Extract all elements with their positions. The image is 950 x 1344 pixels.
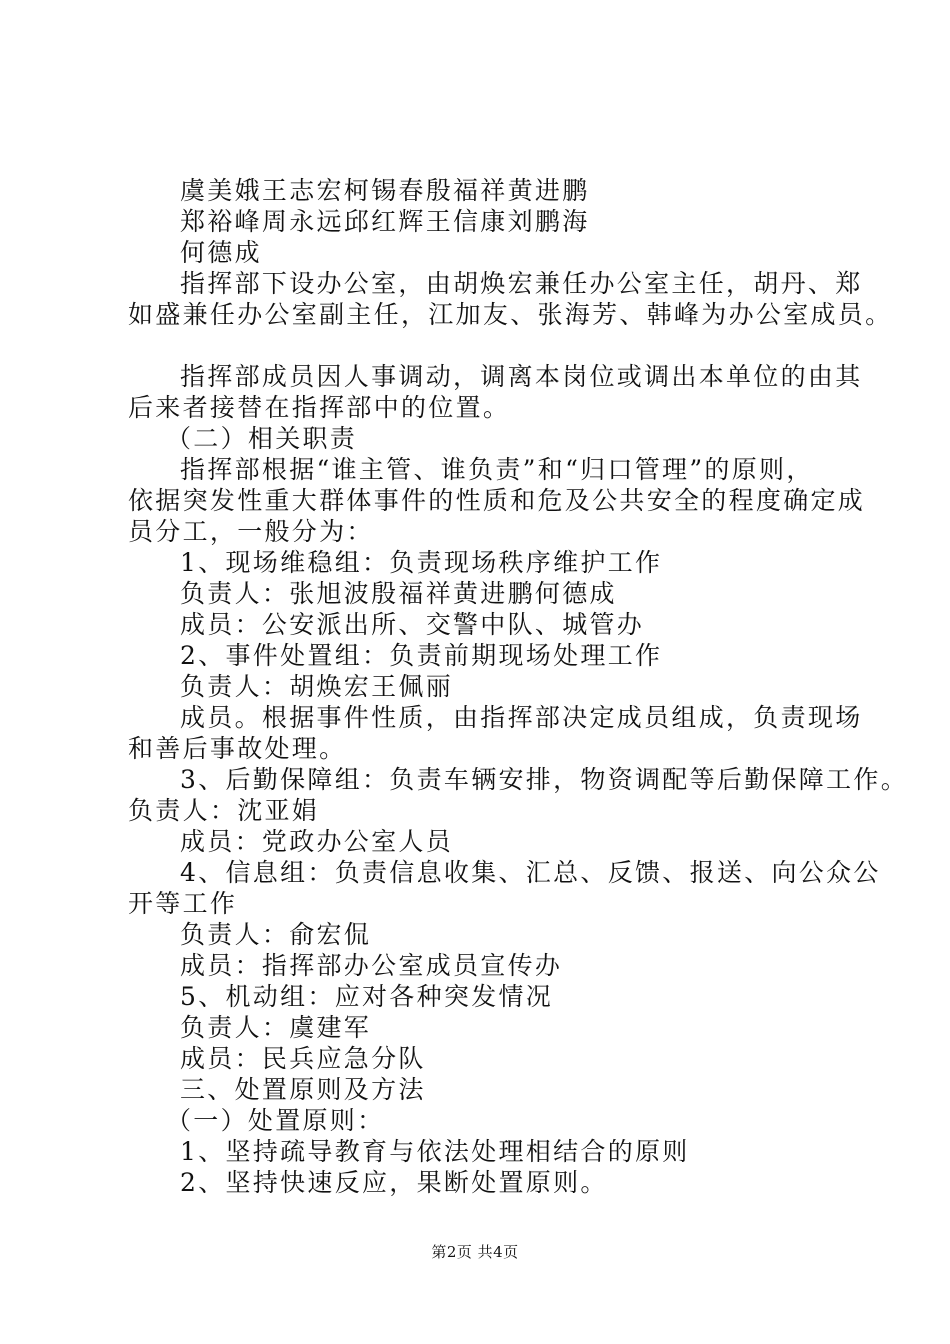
text-line: 后来者接替在指挥部中的位置。 bbox=[128, 393, 511, 422]
text-line: 3、后勤保障组：负责车辆安排，物资调配等后勤保障工作。 bbox=[180, 765, 909, 794]
text-line: 2、事件处置组：负责前期现场处理工作 bbox=[180, 641, 663, 670]
text-line: 依据突发性重大群体事件的性质和危及公共安全的程度确定成 bbox=[128, 486, 866, 515]
section-heading: （一）处置原则： bbox=[166, 1106, 385, 1135]
section-heading: （二）相关职责 bbox=[166, 424, 358, 453]
text-line: 虞美娥王志宏柯锡春殷福祥黄进鹏 bbox=[180, 176, 590, 205]
text-line: 负责人：虞建军 bbox=[180, 1013, 372, 1042]
text-line: 4、信息组：负责信息收集、汇总、反馈、报送、向公众公 bbox=[180, 858, 881, 887]
text-line: 负责人：沈亚娟 bbox=[128, 796, 320, 825]
text-line: 何德成 bbox=[180, 238, 262, 267]
text-line: 负责人：胡焕宏王佩丽 bbox=[180, 672, 454, 701]
text-line: 成员。根据事件性质，由指挥部决定成员组成，负责现场 bbox=[180, 703, 863, 732]
page-footer: 第2页 共4页 bbox=[431, 1243, 519, 1261]
text-line: 5、机动组：应对各种突发情况 bbox=[180, 982, 554, 1011]
text-line: 成员：公安派出所、交警中队、城管办 bbox=[180, 610, 645, 639]
text-line: 员分工，一般分为： bbox=[128, 517, 374, 546]
text-line: 开等工作 bbox=[128, 889, 238, 918]
text-line: 负责人：俞宏侃 bbox=[180, 920, 372, 949]
text-line: 指挥部成员因人事调动，调离本岗位或调出本单位的由其 bbox=[180, 362, 863, 391]
text-line: 指挥部根据“谁主管、谁负责”和“归口管理”的原则， bbox=[180, 455, 814, 484]
text-line: 指挥部下设办公室，由胡焕宏兼任办公室主任，胡丹、郑 bbox=[180, 269, 863, 298]
text-line: 2、坚持快速反应，果断处置原则。 bbox=[180, 1168, 608, 1197]
text-line: 成员：指挥部办公室成员宣传办 bbox=[180, 951, 563, 980]
text-line: 成员：民兵应急分队 bbox=[180, 1044, 426, 1073]
text-line: 负责人：张旭波殷福祥黄进鹏何德成 bbox=[180, 579, 617, 608]
text-line: 郑裕峰周永远邱红辉王信康刘鹏海 bbox=[180, 207, 590, 236]
text-line: 1、坚持疏导教育与依法处理相结合的原则 bbox=[180, 1137, 690, 1166]
text-line: 如盛兼任办公室副主任，江加友、张海芳、韩峰为办公室成员。 bbox=[128, 300, 893, 329]
text-line: 成员：党政办公室人员 bbox=[180, 827, 454, 856]
text-line: 1、现场维稳组：负责现场秩序维护工作 bbox=[180, 548, 663, 577]
text-line: 和善后事故处理。 bbox=[128, 734, 347, 763]
section-heading: 三、处置原则及方法 bbox=[180, 1075, 426, 1104]
